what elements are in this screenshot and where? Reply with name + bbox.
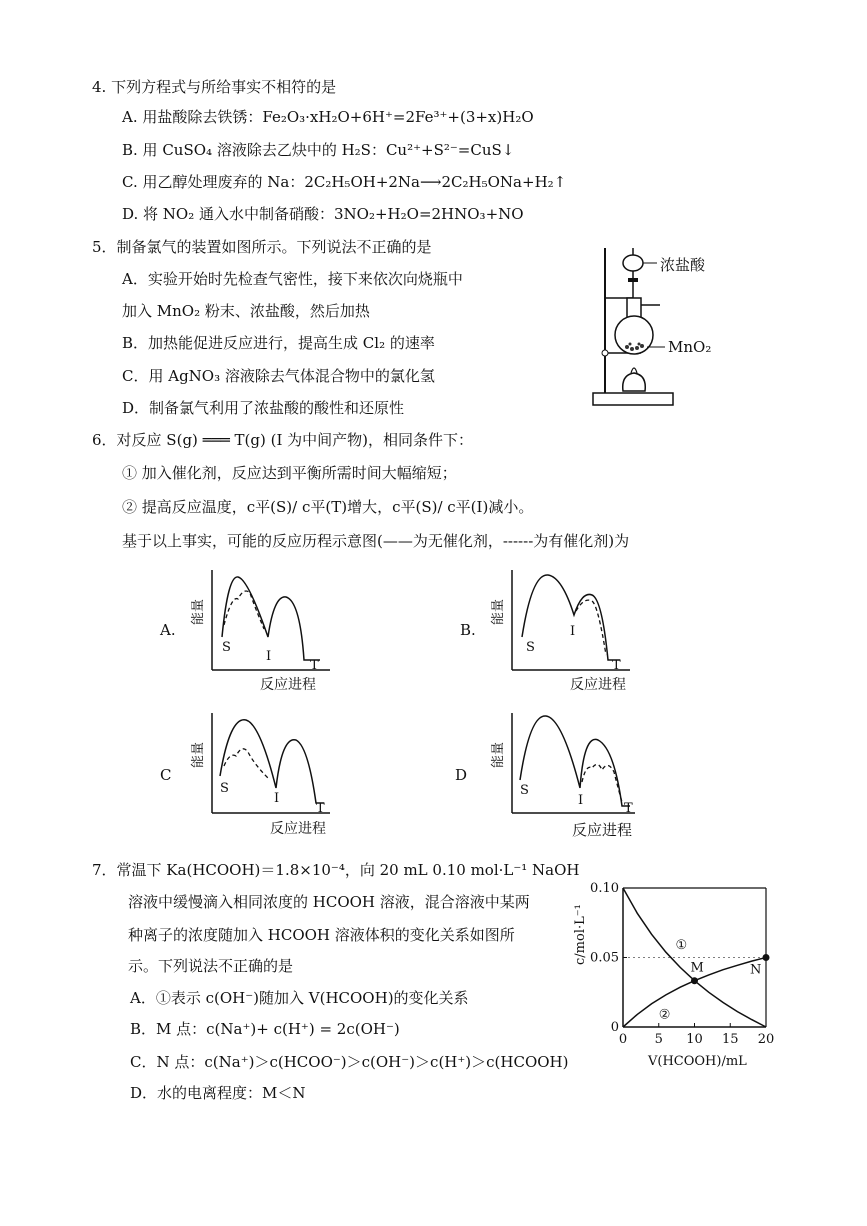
chart-point-label-N: N xyxy=(750,962,762,978)
chart-x-tick-label: 10 xyxy=(686,1032,703,1047)
label-t-b: T xyxy=(612,658,621,673)
label-concentrated-hcl: 浓盐酸 xyxy=(660,256,706,274)
label-mno2: MnO₂ xyxy=(668,338,712,356)
stand-base xyxy=(593,393,673,405)
catalyzed-path xyxy=(576,600,606,655)
uncatalyzed-path xyxy=(522,575,620,660)
q4-option-a: A. 用盐酸除去铁锈：Fe₂O₃·xH₂O+6H⁺=2Fe³⁺+(3+x)H₂O xyxy=(122,108,534,126)
xlabel-d: 反应进程 xyxy=(572,821,633,838)
label-t-a: T xyxy=(310,658,319,673)
label-s-a: S xyxy=(222,640,231,655)
q7-stem-line1: 7．常温下 Ka(HCOOH)＝1.8×10⁻⁴，向 20 mL 0.10 mol·L⁻¹ NaOH xyxy=(92,861,580,879)
round-bottom-flask xyxy=(615,316,653,354)
ylabel-d: 能量 xyxy=(491,741,506,768)
q7-stem-line4: 示。下列说法不正确的是 xyxy=(128,957,294,975)
q7-option-b: B．M 点：c(Na⁺)+ c(H⁺) = 2c(OH⁻) xyxy=(130,1020,400,1038)
chart-point-M xyxy=(691,977,698,984)
energy-diagram-c xyxy=(190,708,340,838)
label-i-c: I xyxy=(274,791,280,806)
q5-option-d: D．制备氯气利用了浓盐酸的酸性和还原性 xyxy=(122,399,405,417)
q6-fact-1: ① 加入催化剂，反应达到平衡所需时间大幅缩短； xyxy=(122,464,457,482)
q6-option-d-label: D xyxy=(455,766,468,784)
chart-series-label-2: ② xyxy=(658,1007,671,1023)
catalyzed-path xyxy=(224,749,268,778)
q7-option-a: A．①表示 c(OH⁻)随加入 V(HCOOH)的变化关系 xyxy=(130,989,469,1007)
q6-option-b-label: B. xyxy=(460,621,476,639)
q6-fact-2: ② 提高反应温度，c平(S)/ c平(T)增大，c平(S)/ c平(I)减小。 xyxy=(122,498,534,516)
q6-option-c-label: C xyxy=(160,766,172,784)
chart-xlabel: V(HCOOH)/mL xyxy=(648,1054,747,1069)
chart-x-tick-label: 0 xyxy=(618,1032,628,1047)
catalyzed-path xyxy=(582,764,622,802)
label-s-d: S xyxy=(520,783,529,798)
chart-point-N xyxy=(763,954,770,961)
energy-diagram-d xyxy=(490,708,645,838)
label-i-d: I xyxy=(578,793,584,808)
ylabel-b: 能量 xyxy=(491,598,506,625)
chart-x-tick-label: 20 xyxy=(757,1032,775,1047)
chart-y-tick-label: 0.10 xyxy=(590,881,619,896)
label-s-c: S xyxy=(220,781,229,796)
chart-point-label-M: M xyxy=(690,960,704,976)
ylabel-a: 能量 xyxy=(191,598,206,625)
q7-stem-line2: 溶液中缓慢滴入相同浓度的 HCOOH 溶液，混合溶液中某两 xyxy=(128,893,530,911)
xlabel-c: 反应进程 xyxy=(270,821,326,837)
label-t-c: T xyxy=(316,801,325,816)
ylabel-c: 能量 xyxy=(191,741,206,768)
chart-ylabel: c/mol·L⁻¹ xyxy=(573,904,588,965)
q5-option-b: B．加热能促进反应进行，提高生成 Cl₂ 的速率 xyxy=(122,334,435,352)
q5-option-a-line2: 加入 MnO₂ 粉末、浓盐酸，然后加热 xyxy=(122,302,370,320)
q5-stem: 5．制备氯气的装置如图所示。下列说法不正确的是 xyxy=(92,238,432,256)
q7-option-d: D．水的电离程度：M＜N xyxy=(130,1084,306,1102)
label-i-a: I xyxy=(266,649,272,664)
xlabel-b: 反应进程 xyxy=(570,677,626,693)
chart-x-tick-label: 15 xyxy=(721,1032,739,1047)
concentration-chart xyxy=(566,875,786,1070)
q4-stem: 4. 下列方程式与所给事实不相符的是 xyxy=(92,78,337,96)
chart-y-tick-label: 0.05 xyxy=(590,950,619,966)
label-t-d: T xyxy=(624,801,633,816)
q5-option-a-line1: A．实验开始时先检查气密性，接下来依次向烧瓶中 xyxy=(122,270,463,288)
separatory-funnel xyxy=(623,255,643,271)
chart-x-tick-label: 5 xyxy=(654,1032,663,1047)
xlabel-a: 反应进程 xyxy=(260,677,316,693)
q6-stem: 6．对反应 S(g) ═══ T(g) (I 为中间产物)，相同条件下： xyxy=(92,431,474,449)
uncatalyzed-path xyxy=(222,577,320,660)
energy-diagram-b xyxy=(490,565,640,695)
label-i-b: I xyxy=(570,624,576,639)
q4-option-b: B. 用 CuSO₄ 溶液除去乙炔中的 H₂S：Cu²⁺+S²⁻=CuS↓ xyxy=(122,141,515,159)
q4-option-d: D. 将 NO₂ 通入水中制备硝酸：3NO₂+H₂O=2HNO₃+NO xyxy=(122,205,524,223)
chart-y-tick-label: 0 xyxy=(610,1020,619,1035)
q4-option-c: C. 用乙醇处理废弃的 Na：2C₂H₅OH+2Na⟶2C₂H₅ONa+H₂↑ xyxy=(122,173,567,191)
uncatalyzed-path xyxy=(520,716,630,806)
label-s-b: S xyxy=(526,640,535,655)
uncatalyzed-path xyxy=(220,720,324,803)
q6-option-a-label: A. xyxy=(160,621,176,639)
q5-option-c: C．用 AgNO₃ 溶液除去气体混合物中的氯化氢 xyxy=(122,367,435,385)
chart-series-label-1: ① xyxy=(675,938,688,954)
q7-stem-line3: 种离子的浓度随加入 HCOOH 溶液体积的变化关系如图所 xyxy=(128,926,515,944)
q7-option-c: C．N 点：c(Na⁺)＞c(HCOO⁻)＞c(OH⁻)＞c(H⁺)＞c(HCOOH) xyxy=(130,1053,569,1071)
alcohol-lamp xyxy=(623,373,646,391)
energy-diagram-a xyxy=(190,565,340,695)
q6-lead: 基于以上事实，可能的反应历程示意图(——为无催化剂，------为有催化剂)为 xyxy=(122,532,630,550)
